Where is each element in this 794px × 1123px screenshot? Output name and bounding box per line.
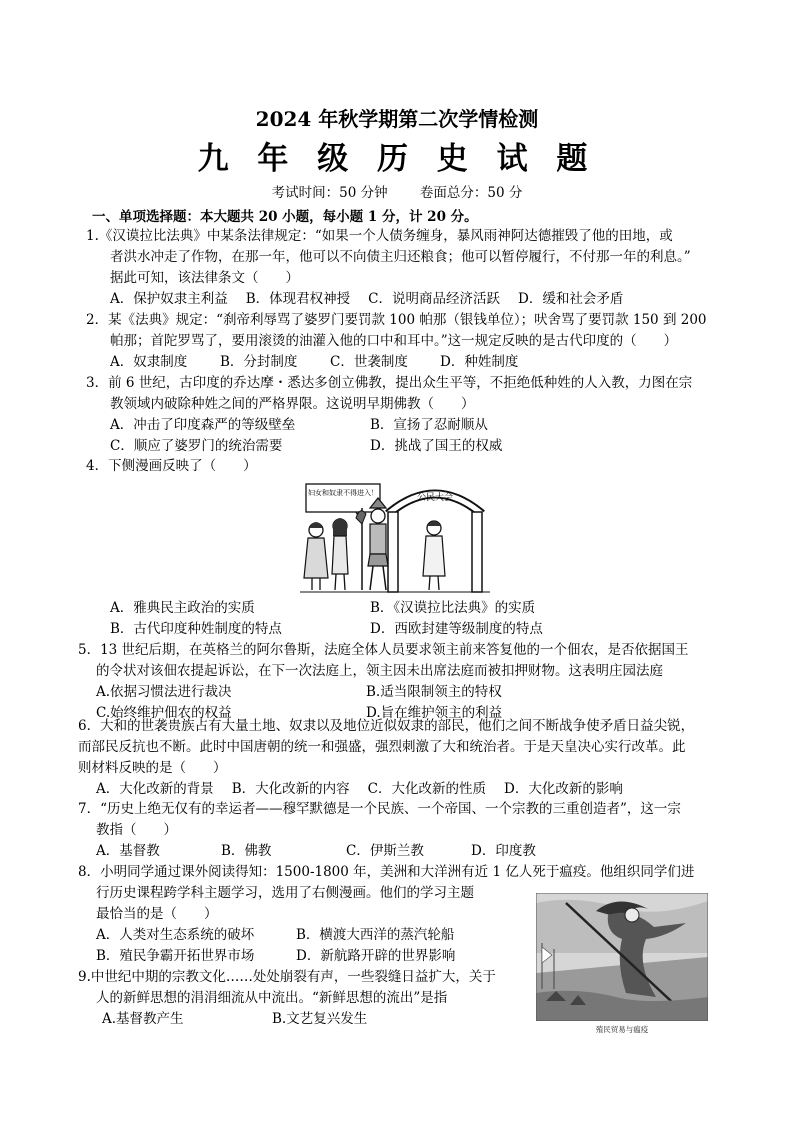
question-line: 人的新鲜思想的涓涓细流从中流出。“新鲜思想的流出”是指	[96, 990, 448, 1006]
question-4-options	[86, 598, 726, 640]
option-c[interactable]: B．古代印度种姓制度的特点	[110, 621, 282, 637]
option-a[interactable]: A.基督教产生	[102, 1011, 184, 1027]
question-line: 则材料反映的是（ ）	[78, 760, 227, 776]
question-9	[78, 967, 528, 1030]
option-b[interactable]: B．佛教	[221, 843, 272, 859]
option-b[interactable]: B.适当限制领主的特权	[366, 684, 502, 700]
option-b[interactable]: B.文艺复兴发生	[272, 1011, 368, 1027]
options	[86, 289, 726, 310]
question-line: 而部民反抗也不断。此时中国唐朝的统一和强盛，强烈刺激了大和统治者。于是天皇决心实行改革。此	[78, 739, 686, 755]
option-c[interactable]: C．顺应了婆罗门的统治需要	[110, 438, 283, 454]
options	[86, 415, 630, 457]
question-line: 的令状对该佃农提起诉讼，在下一次法庭上，领主因未出席法庭而被扣押财物。这表明庄园法庭	[96, 663, 663, 679]
option-d[interactable]: D．种姓制度	[440, 354, 519, 370]
option-a[interactable]: A．大化改新的背景	[96, 781, 214, 797]
options	[78, 841, 596, 862]
exam-score: 卷面总分：50 分	[419, 185, 523, 201]
question-line: 1.《汉谟拉比法典》中某条法律规定：“如果一个人债务缠身，暴风雨神阿达德摧毁了他的田地，或	[86, 228, 673, 244]
options	[86, 352, 550, 373]
option-b[interactable]: B．大化改新的内容	[231, 781, 350, 797]
option-d[interactable]: D．印度教	[471, 843, 536, 859]
question-line: 教领域内破除种姓之间的严格界限。这说明早期佛教（ ）	[110, 396, 475, 412]
option-d[interactable]: D．大化改新的影响	[504, 781, 623, 797]
question-4	[86, 456, 726, 477]
question-line: 7．“历史上绝无仅有的幸运者——穆罕默德是一个民族、一个帝国、一个宗教的三重创造者”，这一宗	[78, 801, 681, 817]
question-7	[78, 799, 728, 862]
option-c[interactable]: C.始终维护佃农的权益	[96, 705, 232, 721]
question-2	[86, 310, 726, 373]
question-6	[78, 716, 728, 800]
exam-title: 2024 年秋学期第二次学情检测	[255, 107, 539, 131]
question-line: 3．前 6 世纪，古印度的乔达摩・悉达多创立佛教，提出众生平等，不拒绝低种姓的人入教，力图在宗	[86, 375, 693, 391]
exam-subtitle: 九 年 级 历 史 试 题	[197, 141, 597, 177]
arch-label: 公民大会	[416, 493, 454, 503]
option-d[interactable]: D．缓和社会矛盾	[518, 291, 624, 307]
option-a[interactable]: A.依据习惯法进行裁决	[96, 684, 232, 700]
option-b[interactable]: B．横渡大西洋的蒸汽轮船	[296, 927, 455, 943]
exam-time: 考试时间：50 分钟	[271, 185, 388, 201]
option-c[interactable]: C．世袭制度	[330, 354, 408, 370]
question-line: 行历史课程跨学科主题学习，选用了右侧漫画。他们的学习主题	[96, 885, 474, 901]
options	[78, 1009, 442, 1030]
question-line: 8．小明同学通过课外阅读得知：1500-1800 年，美洲和大洋洲有近 1 亿人死于瘟疫。他组织同学们进	[78, 864, 695, 880]
question-line: 2．某《法典》规定：“刹帝利辱骂了婆罗门要罚款 100 帕那（银钱单位）；吠舍骂了要罚款 150 到 200	[86, 312, 707, 328]
exam-meta	[0, 181, 794, 201]
option-c[interactable]: C．大化改新的性质	[367, 781, 487, 797]
option-c[interactable]: C．伊斯兰教	[346, 843, 424, 859]
options	[86, 598, 630, 640]
question-line: 4．下侧漫画反映了（ ）	[86, 458, 257, 474]
option-c[interactable]: C．说明商品经济活跃	[368, 291, 501, 307]
question-line: 9.中世纪中期的宗教文化……处处崩裂有声，一些裂缝日益扩大，关于	[78, 969, 496, 985]
option-a[interactable]: A．奴隶制度	[110, 354, 188, 370]
option-a[interactable]: A．人类对生态系统的破坏	[96, 927, 255, 943]
option-a[interactable]: A．基督教	[96, 843, 160, 859]
sign-text: 妇女和奴隶不得进入！	[308, 489, 378, 497]
assembly-cartoon	[300, 478, 490, 596]
question-5	[78, 640, 728, 724]
option-d[interactable]: D．西欧封建等级制度的特点	[370, 621, 543, 637]
question-line: 据此可知，该法律条文（ ）	[110, 270, 299, 286]
option-b[interactable]: B．体现君权神授	[245, 291, 351, 307]
section-heading: 一、单项选择题：本大题共 20 小题，每小题 1 分，计 20 分。	[92, 209, 478, 225]
question-line: 5．13 世纪后期，在英格兰的阿尔鲁斯，法庭全体人员要求领主前来答复他的一个佃农，是否依据国王	[78, 642, 689, 658]
option-b[interactable]: B．宣扬了忍耐顺从	[370, 417, 488, 433]
option-b[interactable]: B．《汉谟拉比法典》的实质	[370, 600, 536, 616]
option-a[interactable]: A．雅典民主政治的实质	[110, 600, 255, 616]
question-line: 教指（ ）	[96, 822, 177, 838]
option-a[interactable]: A．冲击了印度森严的等级壁垒	[110, 417, 296, 433]
option-a[interactable]: A．保护奴隶主利益	[110, 291, 228, 307]
options	[78, 925, 496, 967]
option-d[interactable]: D．挑战了国王的权威	[370, 438, 503, 454]
option-d[interactable]: D.旨在维护领主的利益	[366, 705, 503, 721]
question-line: 6．大和的世袭贵族占有大量土地、奴隶以及地位近似奴隶的部民，他们之间不断战争使矛盾日益尖锐，	[78, 718, 695, 734]
colonial-plague-illustration	[536, 893, 708, 1021]
option-b[interactable]: B．分封制度	[220, 354, 298, 370]
option-c[interactable]: B．殖民争霸开拓世界市场	[96, 948, 255, 964]
question-line: 最恰当的是（ ）	[96, 906, 218, 922]
question-1	[86, 226, 726, 310]
question-line: 者洪水冲走了作物，在那一年，他可以不向债主归还粮食；他可以暂停履行，不付那一年的利息。”	[110, 249, 691, 265]
option-d[interactable]: D．新航路开辟的世界影响	[296, 948, 456, 964]
svg-text:妇女和奴隶不得进入！	[308, 488, 378, 497]
options	[78, 779, 728, 800]
illustration-caption: 殖民贸易与瘟疫	[595, 1025, 649, 1034]
question-line: 帕那；首陀罗骂了，要用滚烫的油灌入他的口中和耳中。”这一规定反映的是古代印度的（ ）	[110, 333, 678, 349]
question-3	[86, 373, 726, 457]
